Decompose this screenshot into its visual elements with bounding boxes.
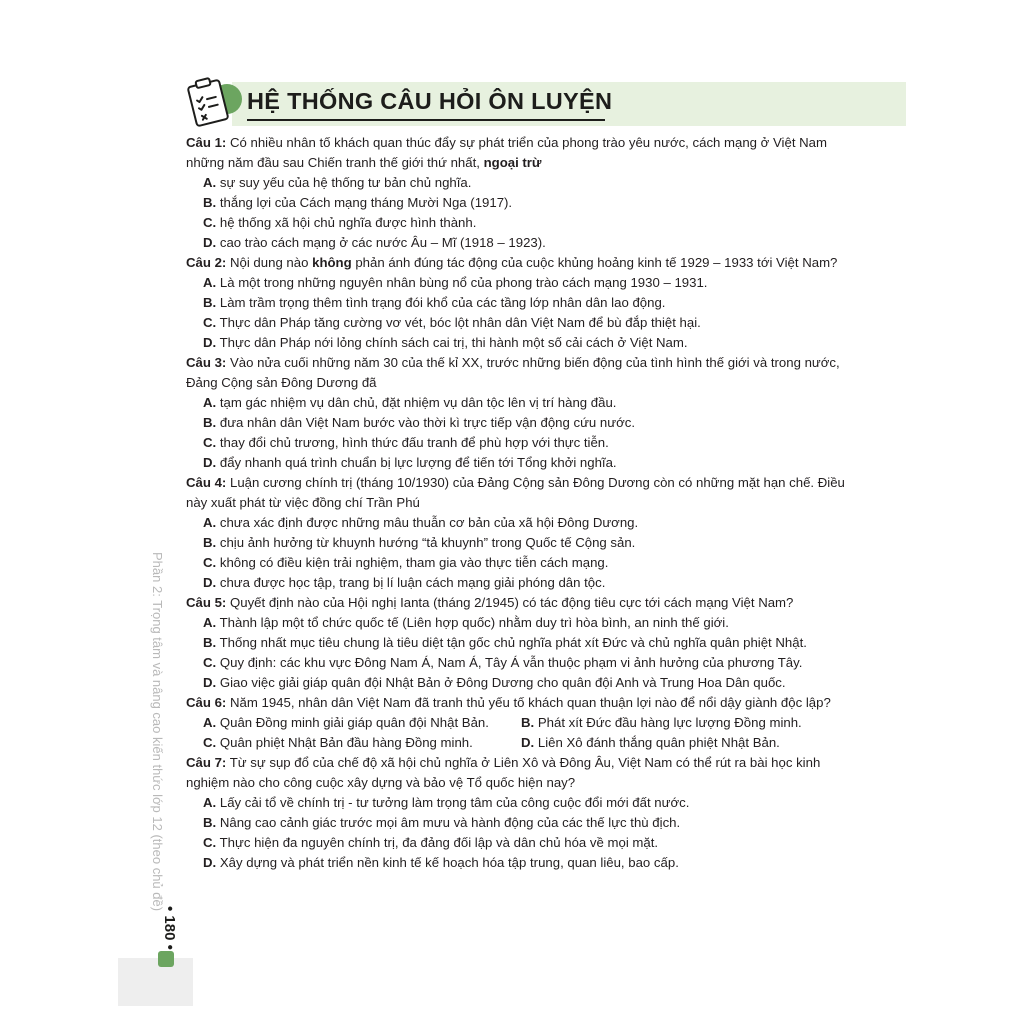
question-5 (186, 593, 858, 613)
question-2 (186, 253, 858, 273)
option-3d: D. đẩy nhanh quá trình chuẩn bị lực lượng để tiến tới Tổng khởi nghĩa. (203, 455, 617, 470)
option-1d: D. cao trào cách mạng ở các nước Âu – Mĩ (1918 – 1923). (203, 235, 546, 250)
option-1c: C. hệ thống xã hội chủ nghĩa được hình thành. (203, 215, 477, 230)
option-1b: B. thắng lợi của Cách mạng tháng Mười Nga (1917). (203, 195, 513, 210)
question-1 (186, 133, 858, 173)
page-title: HỆ THỐNG CÂU HỎI ÔN LUYỆN (247, 88, 613, 114)
question-label: Câu 4: (186, 475, 227, 490)
option-row (203, 733, 858, 753)
question-list (186, 133, 858, 873)
option-2d: D. Thực dân Pháp nới lỏng chính sách cai trị, thi hành một số cải cách ở Việt Nam. (203, 335, 688, 350)
option-7d: D. Xây dựng và phát triển nền kinh tế kế hoạch hóa tập trung, quan liêu, bao cấp. (203, 855, 679, 870)
option-6c: C. Quân phiệt Nhật Bản đầu hàng Đồng minh. (203, 735, 473, 750)
option-3b: B. đưa nhân dân Việt Nam bước vào thời kì trực tiếp vận động cứu nước. (203, 415, 635, 430)
option-1a: A. sự suy yếu của hệ thống tư bản chủ nghĩa. (203, 175, 472, 190)
question-label: Câu 2: (186, 255, 227, 270)
section-side-label: Phần 2: Trọng tâm và nâng cao kiến thức lớp 12 (theo chủ đề) (150, 552, 165, 912)
option-7b: B. Nâng cao cảnh giác trước mọi âm mưu và hành động của các thế lực thù địch. (203, 815, 681, 830)
option-5a: A. Thành lập một tổ chức quốc tế (Liên hợp quốc) nhằm duy trì hòa bình, an ninh thế giới. (203, 615, 729, 630)
page-marker (158, 951, 174, 967)
option-3c: C. thay đổi chủ trương, hình thức đấu tranh để phù hợp với thực tiễn. (203, 435, 609, 450)
question-text: Có nhiều nhân tố khách quan thúc đẩy sự phát triển của phong trào yêu nước, cách mạng ở Việt Nam những năm đầu sau Chiến tranh thế giới thứ nhất, (186, 135, 827, 170)
option-row (203, 713, 858, 733)
option-5d: D. Giao việc giải giáp quân đội Nhật Bản ở Đông Dương cho quân đội Anh và Trung Hoa Dân quốc. (203, 675, 786, 690)
question-3 (186, 353, 858, 393)
option-6d: D. Liên Xô đánh thắng quân phiệt Nhật Bản. (521, 735, 780, 750)
question-label: Câu 1: (186, 135, 227, 150)
question-text: Từ sự sụp đổ của chế độ xã hội chủ nghĩa ở Liên Xô và Đông Âu, Việt Nam có thể rút ra bài học kinh nghiệm nào cho công cuộc xây dựng và bảo vệ Tổ quốc hiện nay? (186, 755, 821, 790)
option-3a: A. tạm gác nhiệm vụ dân chủ, đặt nhiệm vụ dân tộc lên vị trí hàng đầu. (203, 395, 617, 410)
page-tab (118, 958, 193, 1006)
question-text: phản ánh đúng tác động của cuộc khủng hoảng kinh tế 1929 – 1933 tới Việt Nam? (351, 255, 838, 270)
option-2c: C. Thực dân Pháp tăng cường vơ vét, bóc lột nhân dân Việt Nam để bù đắp thiệt hại. (203, 315, 701, 330)
question-emphasis: không (312, 255, 352, 270)
question-text: Quyết định nào của Hội nghị Ianta (tháng 2/1945) có tác động tiêu cực tới cách mạng Việt Nam? (229, 595, 794, 610)
question-text: Năm 1945, nhân dân Việt Nam đã tranh thủ yếu tố khách quan thuận lợi nào để nổi dậy giành độc lập? (229, 695, 831, 710)
question-label: Câu 7: (186, 755, 227, 770)
option-5c: C. Quy định: các khu vực Đông Nam Á, Nam Á, Tây Á vẫn thuộc phạm vi ảnh hưởng của phương Tây. (203, 655, 803, 670)
option-7a: A. Lấy cải tổ về chính trị - tư tưởng làm trọng tâm của công cuộc đổi mới đất nước. (203, 795, 690, 810)
title-underline (247, 119, 605, 121)
question-6 (186, 693, 858, 713)
question-label: Câu 6: (186, 695, 227, 710)
option-6b: B. Phát xít Đức đầu hàng lực lượng Đồng minh. (521, 715, 802, 730)
option-4a: A. chưa xác định được những mâu thuẫn cơ bản của xã hội Đông Dương. (203, 515, 639, 530)
option-7c: C. Thực hiện đa nguyên chính trị, đa đảng đối lập và dân chủ hóa về mọi mặt. (203, 835, 659, 850)
question-emphasis: ngoại trừ (483, 155, 542, 170)
option-2a: A. Là một trong những nguyên nhân bùng nổ của phong trào cách mạng 1930 – 1931. (203, 275, 708, 290)
option-2b: B. Làm trầm trọng thêm tình trạng đói khổ của các tầng lớp nhân dân lao động. (203, 295, 666, 310)
question-label: Câu 3: (186, 355, 227, 370)
option-5b: B. Thống nhất mục tiêu chung là tiêu diệt tận gốc chủ nghĩa phát xít Đức và chủ nghĩa quân phiệt Nhật. (203, 635, 807, 650)
question-text: Vào nửa cuối những năm 30 của thế kỉ XX, trước những biến động của tình hình thế giới và trong nước, Đảng Cộng sản Đông Dương đã (186, 355, 840, 390)
page-number: • 180 • (161, 906, 178, 950)
question-text: Nội dung nào (229, 255, 313, 270)
option-4c: C. không có điều kiện trải nghiệm, tham gia vào thực tiễn cách mạng. (203, 555, 609, 570)
question-label: Câu 5: (186, 595, 227, 610)
option-6a: A. Quân Đồng minh giải giáp quân đội Nhật Bản. (203, 715, 489, 730)
question-text: Luận cương chính trị (tháng 10/1930) của Đảng Cộng sản Đông Dương còn có những mặt hạn chế. Điều này xuất phát từ việc đồng chí Trần Phú (186, 475, 845, 510)
option-4d: D. chưa được học tập, trang bị lí luận cách mạng giải phóng dân tộc. (203, 575, 606, 590)
clipboard-checklist-icon (184, 74, 236, 130)
question-4 (186, 473, 858, 513)
option-4b: B. chịu ảnh hưởng từ khuynh hướng “tả khuynh” trong Quốc tế Cộng sản. (203, 535, 636, 550)
question-7 (186, 753, 858, 793)
